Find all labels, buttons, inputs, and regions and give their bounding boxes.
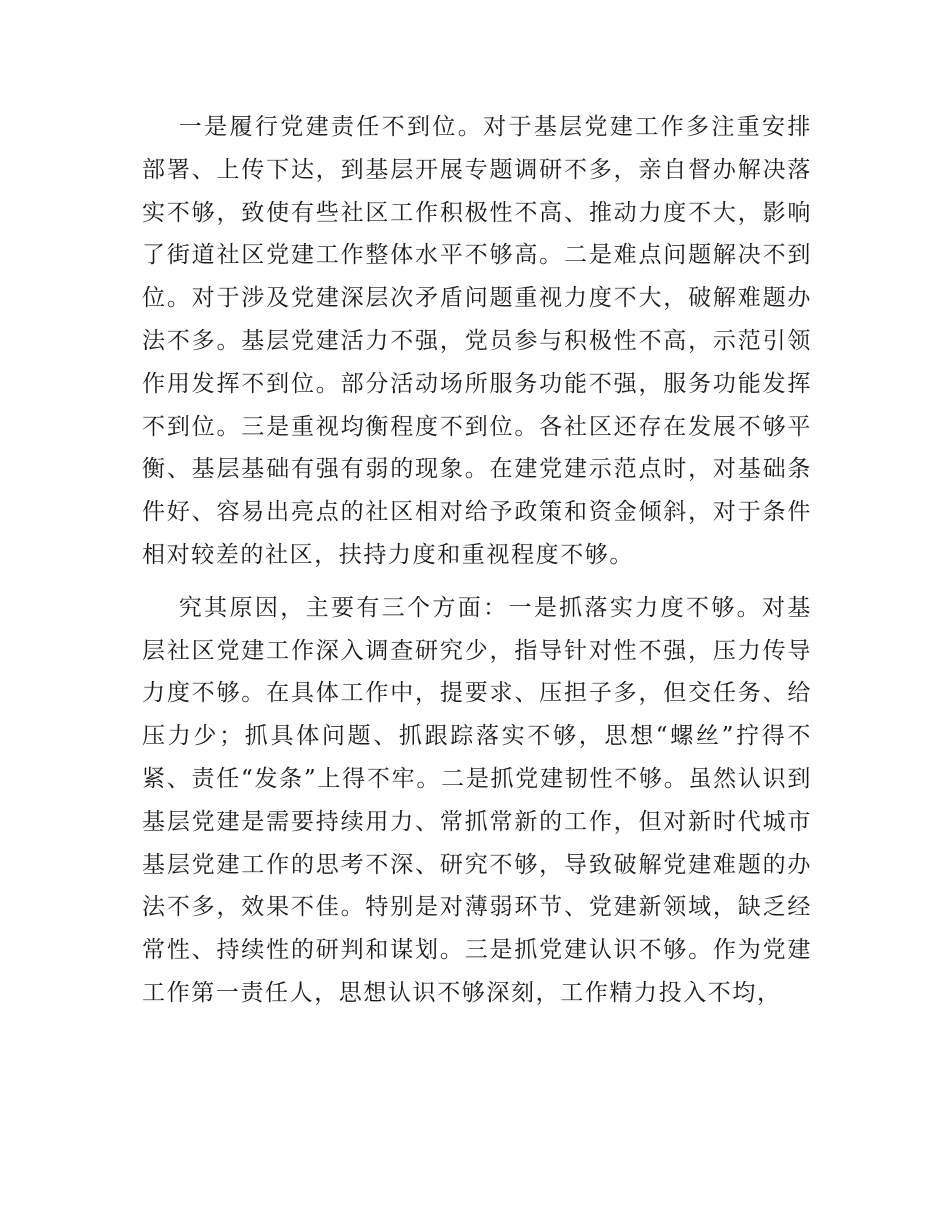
paragraph-responsibility-issues: 一是履行党建责任不到位。对于基层党建工作多注重安排部署、上传下达，到基层开展专题调研不多，亲自督办解决落实不够，致使有些社区工作积极性不高、推动力度不大，影响了街道社区党建工作整体水平不够高。二是难点问题解决不到位。对于涉及党建深层次矛盾问题重视力度不大，破解难题办法不多。基层党建活力不强，党员参与积极性不高，示范引领作用发挥不到位。部分活动场所服务功能不强，服务功能发挥不到位。三是重视均衡程度不到位。各社区还存在发展不够平衡、基层基础有强有弱的现象。在建党建示范点时，对基础条件好、容易出亮点的社区相对给予政策和资金倾斜，对于条件相对较差的社区，扶持力度和重视程度不够。 [142,114,812,568]
document-body [142,106,812,1025]
paragraph-root-causes: 究其原因，主要有三个方面：一是抓落实力度不够。对基层社区党建工作深入调查研究少，指导针对性不强，压力传导力度不够。在具体工作中，提要求、压担子多，但交任务、给压力少；抓具体问题、抓跟踪落实不够，思想“螺丝”拧得不紧、责任“发条”上得不牢。二是抓党建韧性不够。虽然认识到基层党建是需要持续用力、常抓常新的工作，但对新时代城市基层党建工作的思考不深、研究不够，导致破解党建难题的办法不多，效果不佳。特别是对薄弱环节、党建新领域，缺乏经常性、持续性的研判和谋划。三是抓党建认识不够。作为党建工作第一责任人，思想认识不够深刻，工作精力投入不均， [142,594,812,1006]
